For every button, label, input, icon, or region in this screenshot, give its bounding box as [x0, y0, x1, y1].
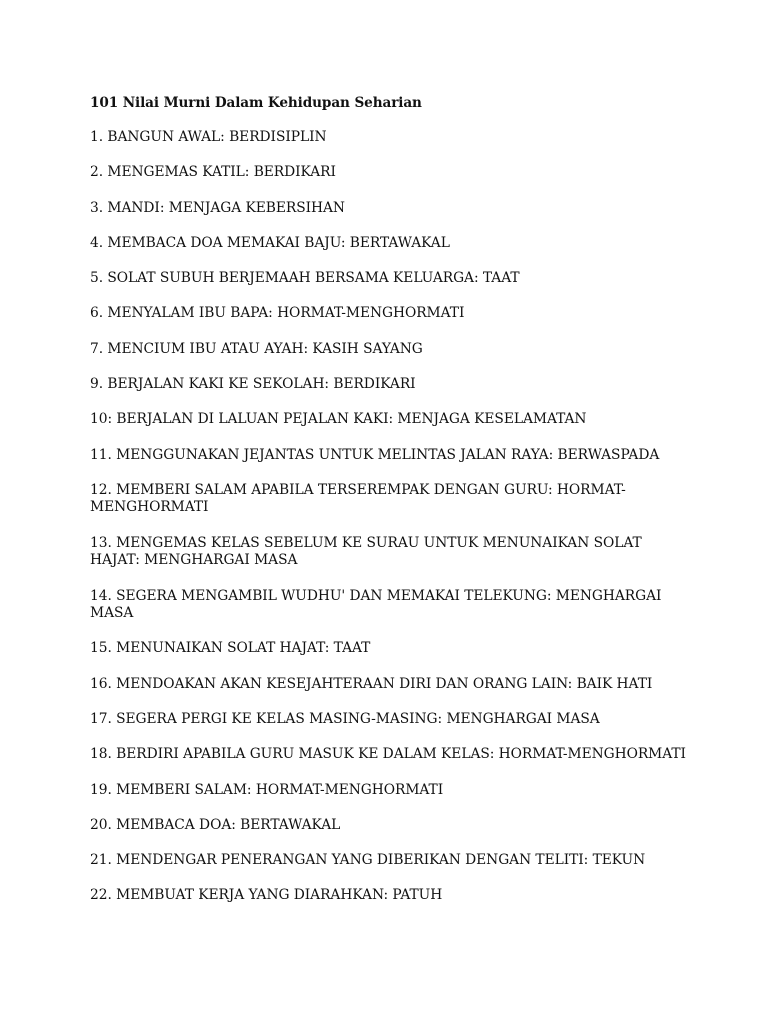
- list-item: 1. BANGUN AWAL: BERDISIPLIN: [90, 129, 327, 145]
- values-list: [90, 129, 690, 905]
- list-item: 7. MENCIUM IBU ATAU AYAH: KASIH SAYANG: [90, 340, 423, 357]
- list-item: 22. MEMBUAT KERJA YANG DIARAHKAN: PATUH: [90, 887, 443, 904]
- list-item: 5. SOLAT SUBUH BERJEMAAH BERSAMA KELUARGA: TAAT: [90, 270, 520, 287]
- list-item: 17. SEGERA PERGI KE KELAS MASING-MASING: MENGHARGAI MASA: [90, 710, 600, 727]
- list-item: 12. MEMBERI SALAM APABILA TERSEREMPAK DENGAN GURU: HORMAT-MENGHORMATI: [90, 481, 626, 516]
- list-item: 4. MEMBACA DOA MEMAKAI BAJU: BERTAWAKAL: [90, 234, 450, 251]
- list-item: 20. MEMBACA DOA: BERTAWAKAL: [90, 816, 341, 833]
- list-item: 15. MENUNAIKAN SOLAT HAJAT: TAAT: [90, 640, 371, 657]
- list-item: 11. MENGGUNAKAN JEJANTAS UNTUK MELINTAS JALAN RAYA: BERWASPADA: [90, 446, 660, 463]
- list-item: 19. MEMBERI SALAM: HORMAT-MENGHORMATI: [90, 781, 444, 798]
- list-item: 18. BERDIRI APABILA GURU MASUK KE DALAM KELAS: HORMAT-MENGHORMATI: [90, 746, 686, 763]
- list-item: 9. BERJALAN KAKI KE SEKOLAH: BERDIKARI: [90, 376, 416, 393]
- list-item: 16. MENDOAKAN AKAN KESEJAHTERAAN DIRI DAN ORANG LAIN: BAIK HATI: [90, 675, 653, 692]
- list-item: 14. SEGERA MENGAMBIL WUDHU' DAN MEMAKAI TELEKUNG: MENGHARGAI MASA: [90, 587, 662, 622]
- document-page: [90, 94, 690, 923]
- list-item: 13. MENGEMAS KELAS SEBELUM KE SURAU UNTUK MENUNAIKAN SOLAT HAJAT: MENGHARGAI MASA: [90, 534, 642, 569]
- list-item: 10: BERJALAN DI LALUAN PEJALAN KAKI: MENJAGA KESELAMATAN: [90, 411, 587, 428]
- list-item: 3. MANDI: MENJAGA KEBERSIHAN: [90, 199, 345, 216]
- list-item: 2. MENGEMAS KATIL: BERDIKARI: [90, 164, 336, 181]
- list-item: 6. MENYALAM IBU BAPA: HORMAT-MENGHORMATI: [90, 305, 465, 322]
- document-title: 101 Nilai Murni Dalam Kehidupan Seharian: [90, 95, 422, 111]
- list-item: 21. MENDENGAR PENERANGAN YANG DIBERIKAN DENGAN TELITI: TEKUN: [90, 852, 646, 869]
